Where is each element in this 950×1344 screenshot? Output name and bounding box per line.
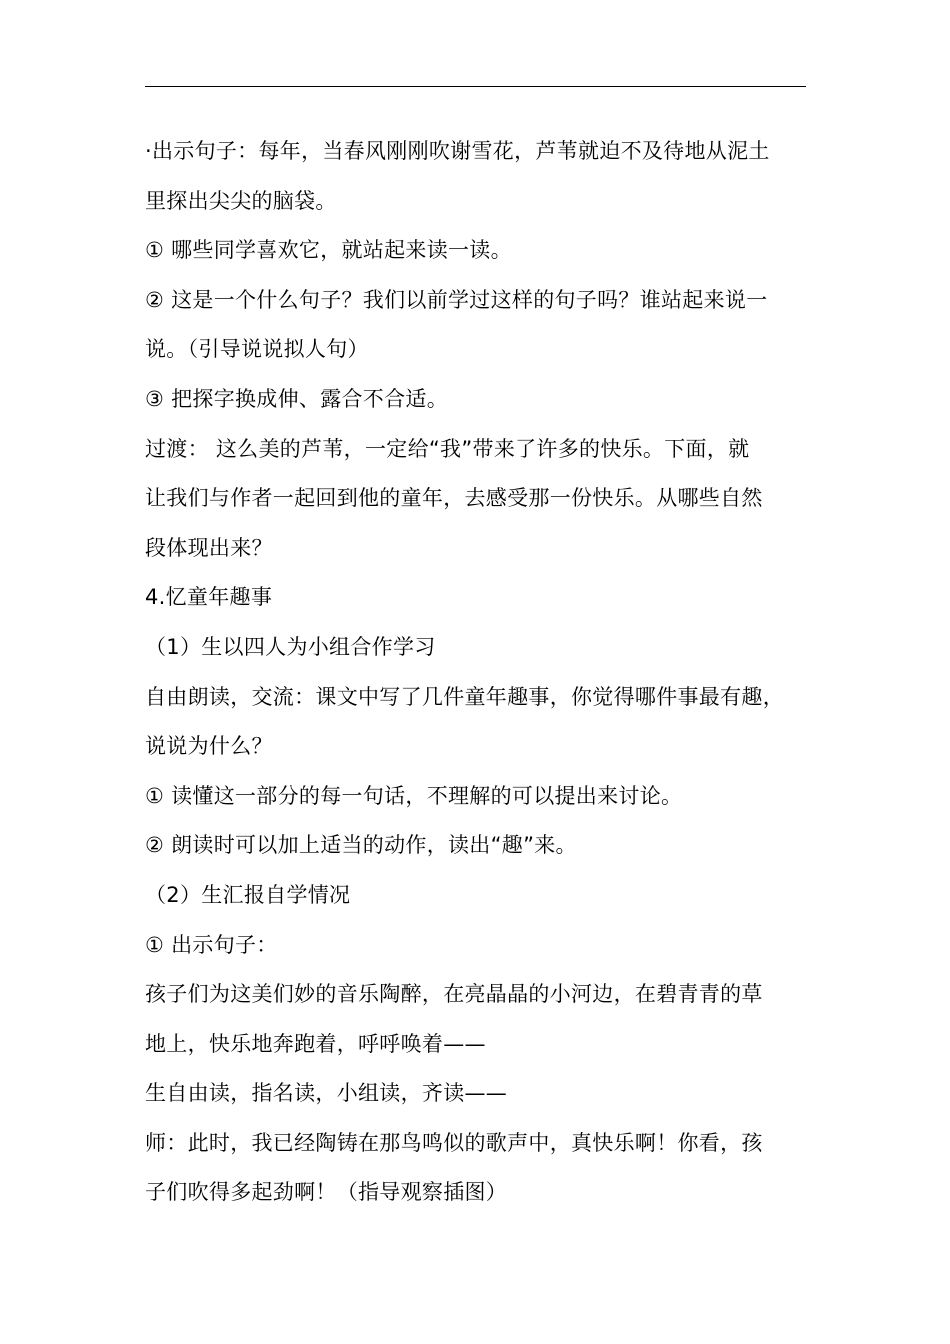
text-line: 子们吹得多起劲啊！（指导观察插图） xyxy=(145,1180,508,1205)
text-line: 段体现出来？ xyxy=(145,535,273,560)
text-line: 地上，快乐地奔跑着，呼呼唤着—— xyxy=(145,1031,486,1056)
text-line: （2）生汇报自学情况 xyxy=(145,882,351,907)
text-line: 让我们与作者一起回到他的童年，去感受那一份快乐。从哪些自然 xyxy=(145,486,763,511)
section-heading: 4.忆童年趣事 xyxy=(145,585,273,610)
text-line: ·出示句子：每年，当春风刚刚吹谢雪花，芦苇就迫不及待地从泥土 xyxy=(145,139,770,163)
text-line: ① 哪些同学喜欢它，就站起来读一读。 xyxy=(145,238,512,263)
text-line: 生自由读，指名读，小组读，齐读—— xyxy=(145,1081,508,1106)
text-line: 自由朗读，交流：课文中写了几件童年趣事，你觉得哪件事最有趣， xyxy=(145,684,784,709)
text-line: 说说为什么？ xyxy=(145,734,273,759)
text-line: 里探出尖尖的脑袋。 xyxy=(145,188,337,213)
header-rule xyxy=(145,86,806,87)
text-line: ② 这是一个什么句子？我们以前学过这样的句子吗？谁站起来说一 xyxy=(145,287,768,312)
text-line: 孩子们为这美们妙的音乐陶醉，在亮晶晶的小河边，在碧青青的草 xyxy=(145,982,763,1007)
text-line: 过渡： 这么美的芦苇，一定给“我”带来了许多的快乐。下面，就 xyxy=(145,436,750,461)
text-line: ② 朗读时可以加上适当的动作，读出“趣”来。 xyxy=(145,833,577,858)
text-line: 师：此时，我已经陶铸在那鸟鸣似的歌声中，真快乐啊！你看，孩 xyxy=(145,1130,763,1155)
text-line: ① 读懂这一部分的每一句话，不理解的可以提出来讨论。 xyxy=(145,783,683,808)
text-line: ③ 把探字换成伸、露合不合适。 xyxy=(145,386,449,411)
text-line: 说。（引导说说拟人句） xyxy=(145,337,369,362)
text-line: ① 出示句子： xyxy=(145,932,278,957)
text-line: （1）生以四人为小组合作学习 xyxy=(145,634,436,659)
document-body xyxy=(145,127,815,1218)
